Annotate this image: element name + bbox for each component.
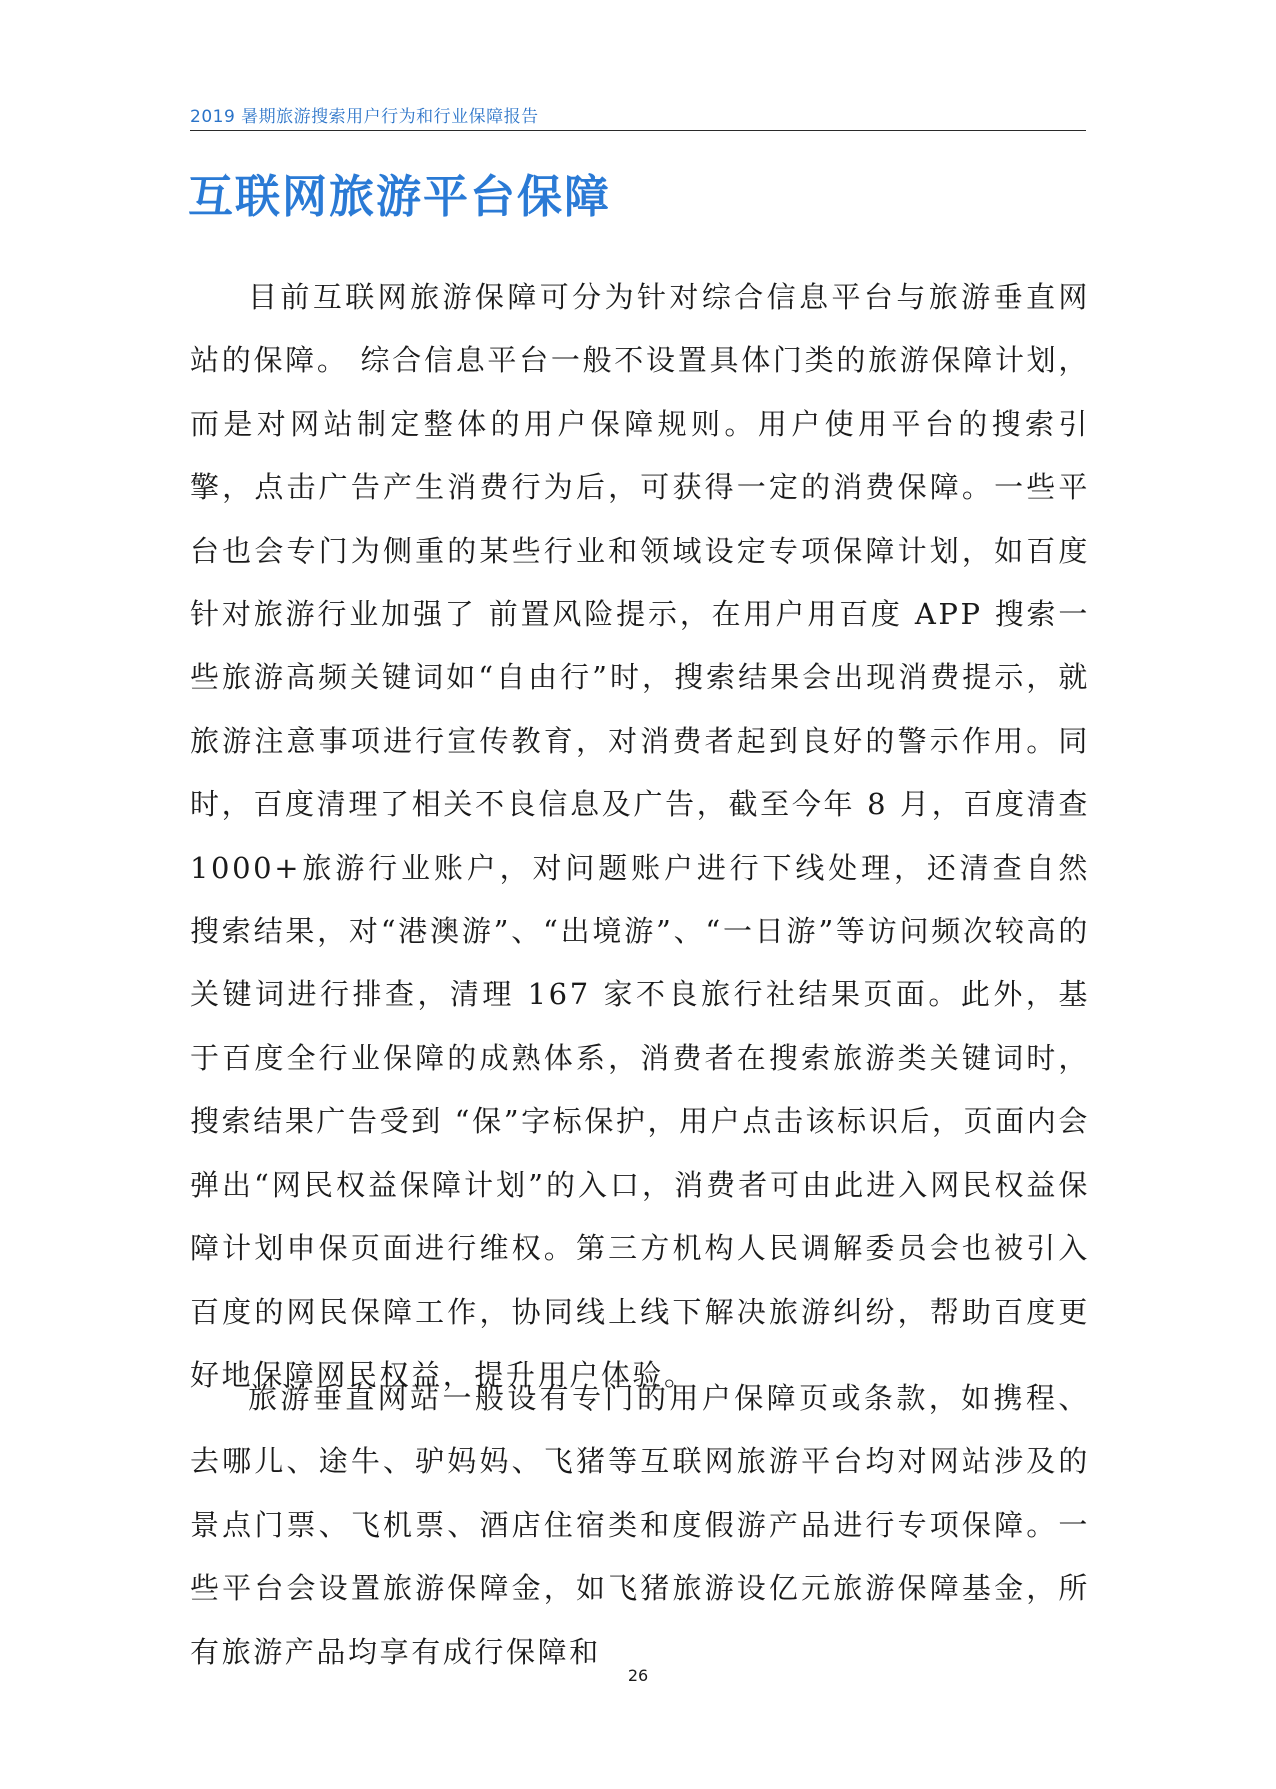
section-title: 互联网旅游平台保障 [188,170,612,223]
body-paragraph-1: 目前互联网旅游保障可分为针对综合信息平台与旅游垂直网站的保障。 综合信息平台一般不设置具体门类的旅游保障计划，而是对网站制定整体的用户保障规则。用户使用平台的搜索引擎，点击广告产生消费行为后，可获得一定的消费保障。一些平台也会专门为侧重的某些行业和领域设定专项保障计划，如百度针对旅游行业加强了 前置风险提示，在用户用百度 APP 搜索一些旅游高频关键词如“自由行”时，搜索结果会出现消费提示，就旅游注意事项进行宣传教育，对消费者起到良好的警示作用。同时，百度清理了相关不良信息及广告，截至今年 8 月，百度清查 1000+旅游行业账户，对问题账户进行下线处理，还清查自然搜索结果，对“港澳游”、“出境游”、“一日游”等访问频次较高的关键词进行排查，清理 167 家不良旅行社结果页面。此外，基于百度全行业保障的成熟体系，消费者在搜索旅游类关键词时，搜索结果广告受到 “保”字标保护，用户点击该标识后，页面内会弹出“网民权益保障计划”的入口，消费者可由此进入网民权益保障计划申保页面进行维权。第三方机构人民调解委员会也被引入百度的网民保障工作，协同线上线下解决旅游纠纷，帮助百度更好地保障网民权益，提升用户体验。 [190,280,1090,1392]
body-paragraph-2: 旅游垂直网站一般设有专门的用户保障页或条款，如携程、去哪儿、途牛、驴妈妈、飞猪等互联网旅游平台均对网站涉及的景点门票、飞机票、酒店住宿类和度假游产品进行专项保障。一些平台会设置旅游保障金，如飞猪旅游设亿元旅游保障基金，所有旅游产品均享有成行保障和 [190,1381,1090,1669]
page-number: 26 [627,1666,649,1685]
report-title: 2019 暑期旅游搜索用户行为和行业保障报告 [190,107,539,127]
page-header [190,100,1086,131]
